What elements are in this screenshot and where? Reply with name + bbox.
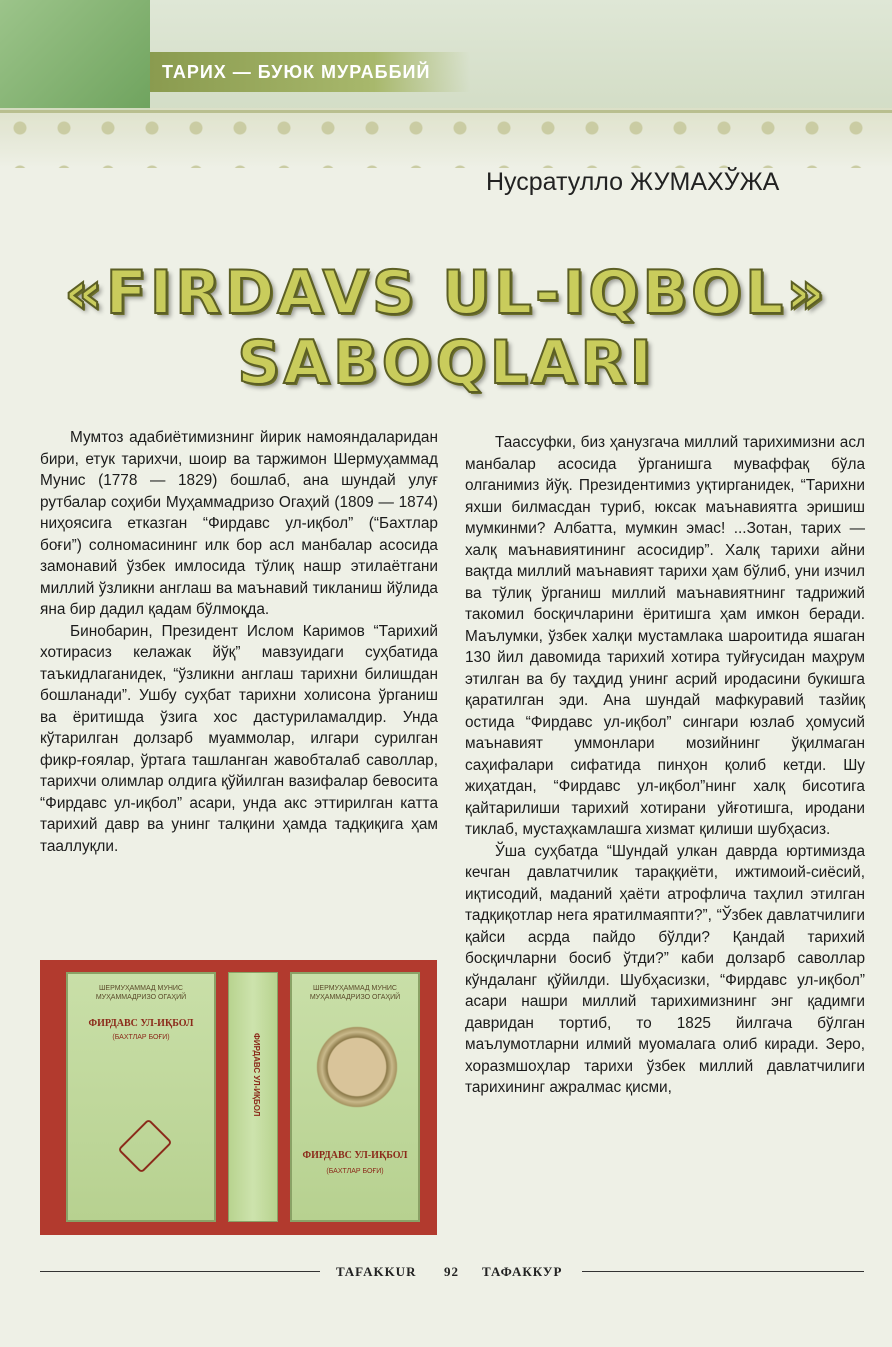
book-front-author: ШЕРМУҲАММАД МУНИС МУҲАММАДРИЗО ОГАҲИЙ bbox=[309, 985, 401, 1001]
ornament-line bbox=[0, 110, 892, 113]
paragraph: Бинобарин, Президент Ислом Каримов “Тарихий хотирасиз келажак йўқ” мавзуидаги суҳбатида таъкидлаганидек, “ўзликни англаш тарихни билишдан бошланади”. Ушбу суҳбат тарихни холисона ўрганиш ва ёритишда ўзига хос дастуриламалдир. Унда кўтарилган долзарб муаммолар, илгари сурилган фикр-ғоялар, ўртага ташланган жавобталаб саволлар, тарихчи олимлар олдига қўйилган вазифалар бевосита “Фирдавс ул-иқбол” асари, унда акс эттирилган катта тарихий давр ва унинг талқини ҳамда тадқиқига ҳам тааллуқли. bbox=[40, 622, 438, 855]
footer-label-cyrillic: ТАФАККУР bbox=[482, 1264, 563, 1279]
left-column bbox=[40, 427, 438, 857]
header-green-block bbox=[0, 0, 150, 112]
ornament-border bbox=[0, 108, 892, 168]
page-footer bbox=[0, 1262, 892, 1282]
book-front-title: ФИРДАВС УЛ-ИҚБОЛ bbox=[302, 1150, 408, 1161]
section-label: ТАРИХ — БУЮК МУРАББИЙ bbox=[150, 52, 470, 92]
book-back-cover bbox=[66, 972, 216, 1222]
paragraph: Таассуфки, биз ҳанузгача миллий тарихимизни асл манбалар асосида ўрганишга муваффақ бўла олганимиз йўқ. Президентимиз уқтирганидек, “Тарихни яхши билмасдан туриб, юксак маънавиятга эришиш мумкинми? Албатта, мумкин эмас! ...Зотан, тарих — халқ маънавиятининг асосидир”. Халқ тарихи айни вақтда миллий маънавият тарихи ҳам бўлиб, уни изчил ва тўлиқ ўрганиш миллий маънавиятнинг тадрижий такомил босқичларини ёритишга ҳам имкон беради. Маълумки, ўзбек халқи мустамлака шароитида яшаган 130 йил давомида тарихий хотира туйғусидан маҳрум этилган ва бу таҳдид унинг асрий иродасини букишга қаратилган эди. Ана шундай мафкуравий тазйиқ остида “Фирдавс ул-иқбол” сингари юзлаб ҳомусий маънавият уммонлари мозийнинг ўқилмаган саҳифалари сифатида пинҳон қолиб кетди. Шу жиҳатдан, “Фирдавс ул-иқбол”нинг халқ бисотига қайтарилиши тарихий хотирани уйғотишга, иродани тиклаб, мустаҳкамлашга хизмат қилиши шубҳасиз. bbox=[465, 434, 865, 838]
book-spine bbox=[228, 972, 278, 1222]
minaret-medallion-icon bbox=[312, 1022, 402, 1112]
book-front-subtitle: (БАХТЛАР БОҒИ) bbox=[326, 1168, 384, 1175]
page-number: 92 bbox=[444, 1264, 459, 1279]
footer-rule-left bbox=[40, 1271, 320, 1272]
ornament-icon bbox=[117, 1118, 172, 1173]
paragraph: Мумтоз адабиётимизнинг йирик намояндаларидан бири, етук тарихчи, шоир ва таржимон Шермуҳаммад Мунис (1778 — 1829) бошлаб, ана шундай улуғ рутбалар соҳиби Муҳаммадризо Огаҳий (1809 — 1874) ниҳоясига етказган “Фирдавс ул-иқбол” (“Бахтлар боғи”) солномасининг илк бор асл манбалар асосида замонавий ўзбек имлосида тўлиқ нашр этилаётгани миллий ўзликни англаш ва маънавий тикланиш йўлида яна бир дадил қадам бўлмоқда. bbox=[40, 429, 438, 618]
book-cover-image bbox=[40, 960, 437, 1235]
paragraph: Ўша суҳбатда “Шундай улкан даврда юртимизда кечган давлатчилик тараққиёти, ижтимоий-сиёсий, иқтисодий, маданий ҳаёти атрофлича таҳлил этилган тадқиқотлар нега яратилмаяпти?”, “Ўзбек давлатчилиги қайси асрда пайдо бўлди? Қандай тарихий босқичларни босиб ўтди?” каби долзарб саволлар кўндаланг қўйилди. Шубҳасизки, “Фирдавс ул-иқбол” асари нашри миллий тарихимизнинг энг қадимги давридан тортиб, то 1825 йилгача бўлган маълумотларни илмий муомалага олиб киради. Зеро, хоразмшоҳлар тарихи ўзбек миллий давлатчилиги тарихининг ажралмас қисми, bbox=[465, 842, 865, 1096]
book-spine-title: ФИРДАВС УЛ-ИҚБОЛ bbox=[252, 1033, 261, 1117]
footer-rule-right bbox=[582, 1271, 864, 1272]
article-author: Нусратулло ЖУМАХЎЖА bbox=[486, 168, 780, 196]
article-title-line1: «FIRDAVS UL-IQBOL» bbox=[64, 258, 828, 328]
article-title bbox=[0, 258, 892, 398]
article-title-line2: SABOQLARI bbox=[237, 328, 655, 398]
book-back-author: ШЕРМУҲАММАД МУНИС МУҲАММАДРИЗО ОГАҲИЙ bbox=[95, 985, 187, 1001]
book-back-title: ФИРДАВС УЛ-ИҚБОЛ bbox=[88, 1018, 194, 1029]
book-front-cover bbox=[290, 972, 420, 1222]
right-column bbox=[465, 432, 865, 1099]
footer-label-latin: TAFAKKUR bbox=[336, 1264, 417, 1279]
book-back-subtitle: (БАХТЛАР БОҒИ) bbox=[112, 1034, 170, 1041]
